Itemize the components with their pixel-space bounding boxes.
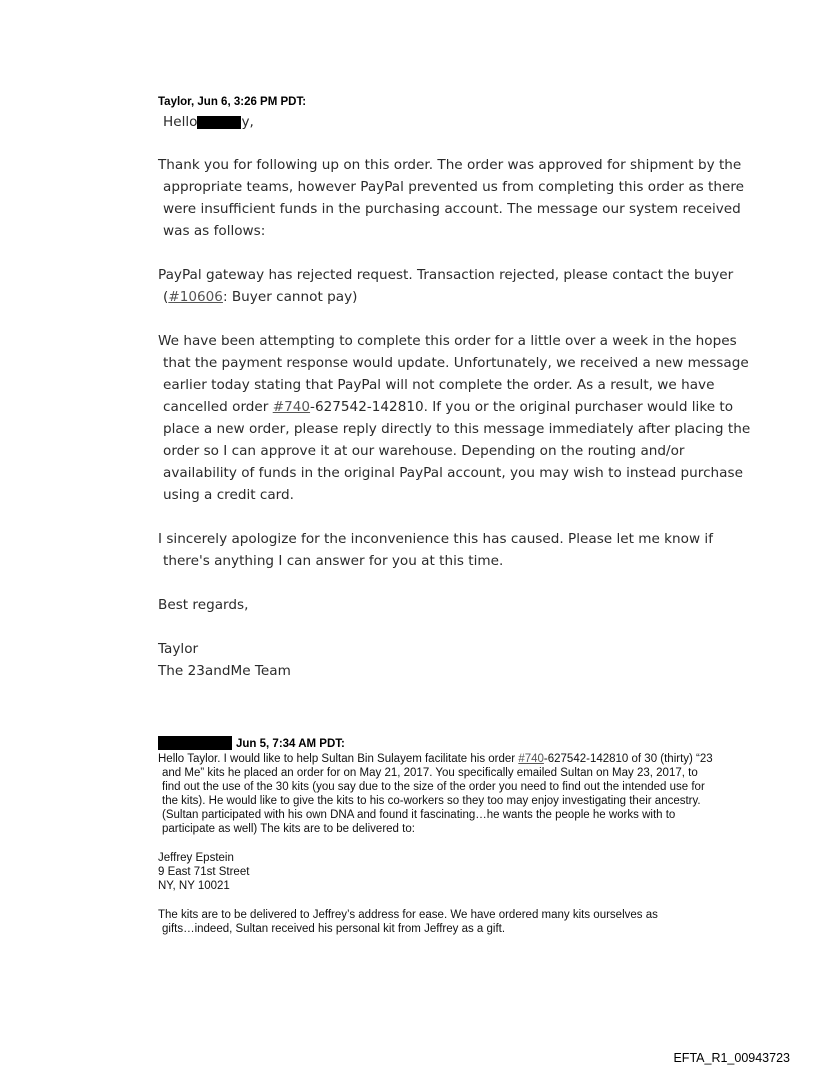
line-rest: -627542-142810 of 30 (thirty) “23 xyxy=(543,753,713,765)
message1-body xyxy=(158,111,254,133)
paragraph-3 xyxy=(158,330,750,506)
paragraph-line xyxy=(158,752,713,766)
paragraph-line: (Sultan participated with his own DNA and found it fascinating…he wants the people he works with to xyxy=(162,809,676,821)
paragraph-line: participate as well) The kits are to be delivered to: xyxy=(162,823,415,835)
paragraph-line: there's anything I can answer for you at this time. xyxy=(163,553,504,569)
paragraph-line: Thank you for following up on this order. The order was approved for shipment by the xyxy=(158,157,742,173)
paragraph-line: that the payment response would update. Unfortunately, we received a new message xyxy=(163,355,749,371)
greeting-suffix: y, xyxy=(241,114,254,130)
error-code-link[interactable]: #10606 xyxy=(168,289,223,305)
document-id: EFTA_R1_00943723 xyxy=(673,1051,790,1065)
paragraph-line: earlier today stating that PayPal will not complete the order. As a result, we have xyxy=(163,377,715,393)
paragraph-line: and Me” kits he placed an order for on May 21, 2017. You specifically emailed Sultan on May 23, 2017, to xyxy=(162,767,698,779)
paragraph-line: PayPal gateway has rejected request. Transaction rejected, please contact the buyer xyxy=(158,267,734,283)
order-prefix: cancelled order xyxy=(163,399,273,415)
address-line: Jeffrey Epstein xyxy=(158,852,234,864)
paragraph-line: I sincerely apologize for the inconvenience this has caused. Please let me know if xyxy=(158,531,713,547)
signature-team: The 23andMe Team xyxy=(158,663,291,679)
address-line: NY, NY 10021 xyxy=(158,880,230,892)
address-line: 9 East 71st Street xyxy=(158,866,250,878)
paragraph-line: order so I can approve it at our warehouse. Depending on the routing and/or xyxy=(163,443,685,459)
delivery-address xyxy=(158,851,249,893)
paragraph-line: place a new order, please reply directly to this message immediately after placing the xyxy=(163,421,751,437)
message2-body xyxy=(158,752,713,836)
paragraph-line xyxy=(158,286,733,308)
order-rest: -627542-142810. If you or the original purchaser would like to xyxy=(310,399,734,415)
error-text: : Buyer cannot pay) xyxy=(222,289,358,305)
order-link[interactable]: #740 xyxy=(518,753,544,765)
paragraph-line: appropriate teams, however PayPal prevented us from completing this order as there xyxy=(163,179,745,195)
paragraph-line: the kits). He would like to give the kits to his co-workers so they too may enjoy investigating their ancestry. xyxy=(162,795,701,807)
signature-name: Taylor xyxy=(158,641,199,657)
paragraph-line xyxy=(158,396,750,418)
greeting-line xyxy=(158,111,254,133)
paragraph-line: using a credit card. xyxy=(163,487,294,503)
paragraph-line: were insufficient funds in the purchasing account. The message our system received xyxy=(163,201,741,217)
message2-header: Jun 5, 7:34 AM PDT: xyxy=(236,738,345,750)
redaction-block xyxy=(158,736,232,750)
message2-closing xyxy=(158,908,658,936)
paragraph-line: We have been attempting to complete this order for a little over a week in the hopes xyxy=(158,333,737,349)
closing: Best regards, xyxy=(158,597,249,613)
signature xyxy=(158,638,291,682)
paragraph-line: was as follows: xyxy=(163,223,266,239)
line-prefix: Hello Taylor. I would like to help Sultan Bin Sulayem facilitate his order xyxy=(158,753,519,765)
paragraph-line: gifts…indeed, Sultan received his personal kit from Jeffrey as a gift. xyxy=(162,923,506,935)
order-link[interactable]: #740 xyxy=(272,399,311,415)
paragraph-2 xyxy=(158,264,733,308)
redaction-block xyxy=(197,116,241,129)
paragraph-4 xyxy=(158,528,713,572)
paren-open: ( xyxy=(163,289,169,305)
paragraph-line: find out the use of the 30 kits (you say due to the size of the order you need to find out the intended use for xyxy=(162,781,705,793)
message1-header: Taylor, Jun 6, 3:26 PM PDT: xyxy=(158,96,307,108)
paragraph-line: availability of funds in the original PayPal account, you may wish to instead purchase xyxy=(163,465,743,481)
paragraph-1 xyxy=(158,154,744,242)
paragraph-line: The kits are to be delivered to Jeffrey’s address for ease. We have ordered many kits ourselves as xyxy=(158,909,658,921)
greeting-prefix: Hello xyxy=(163,114,198,130)
